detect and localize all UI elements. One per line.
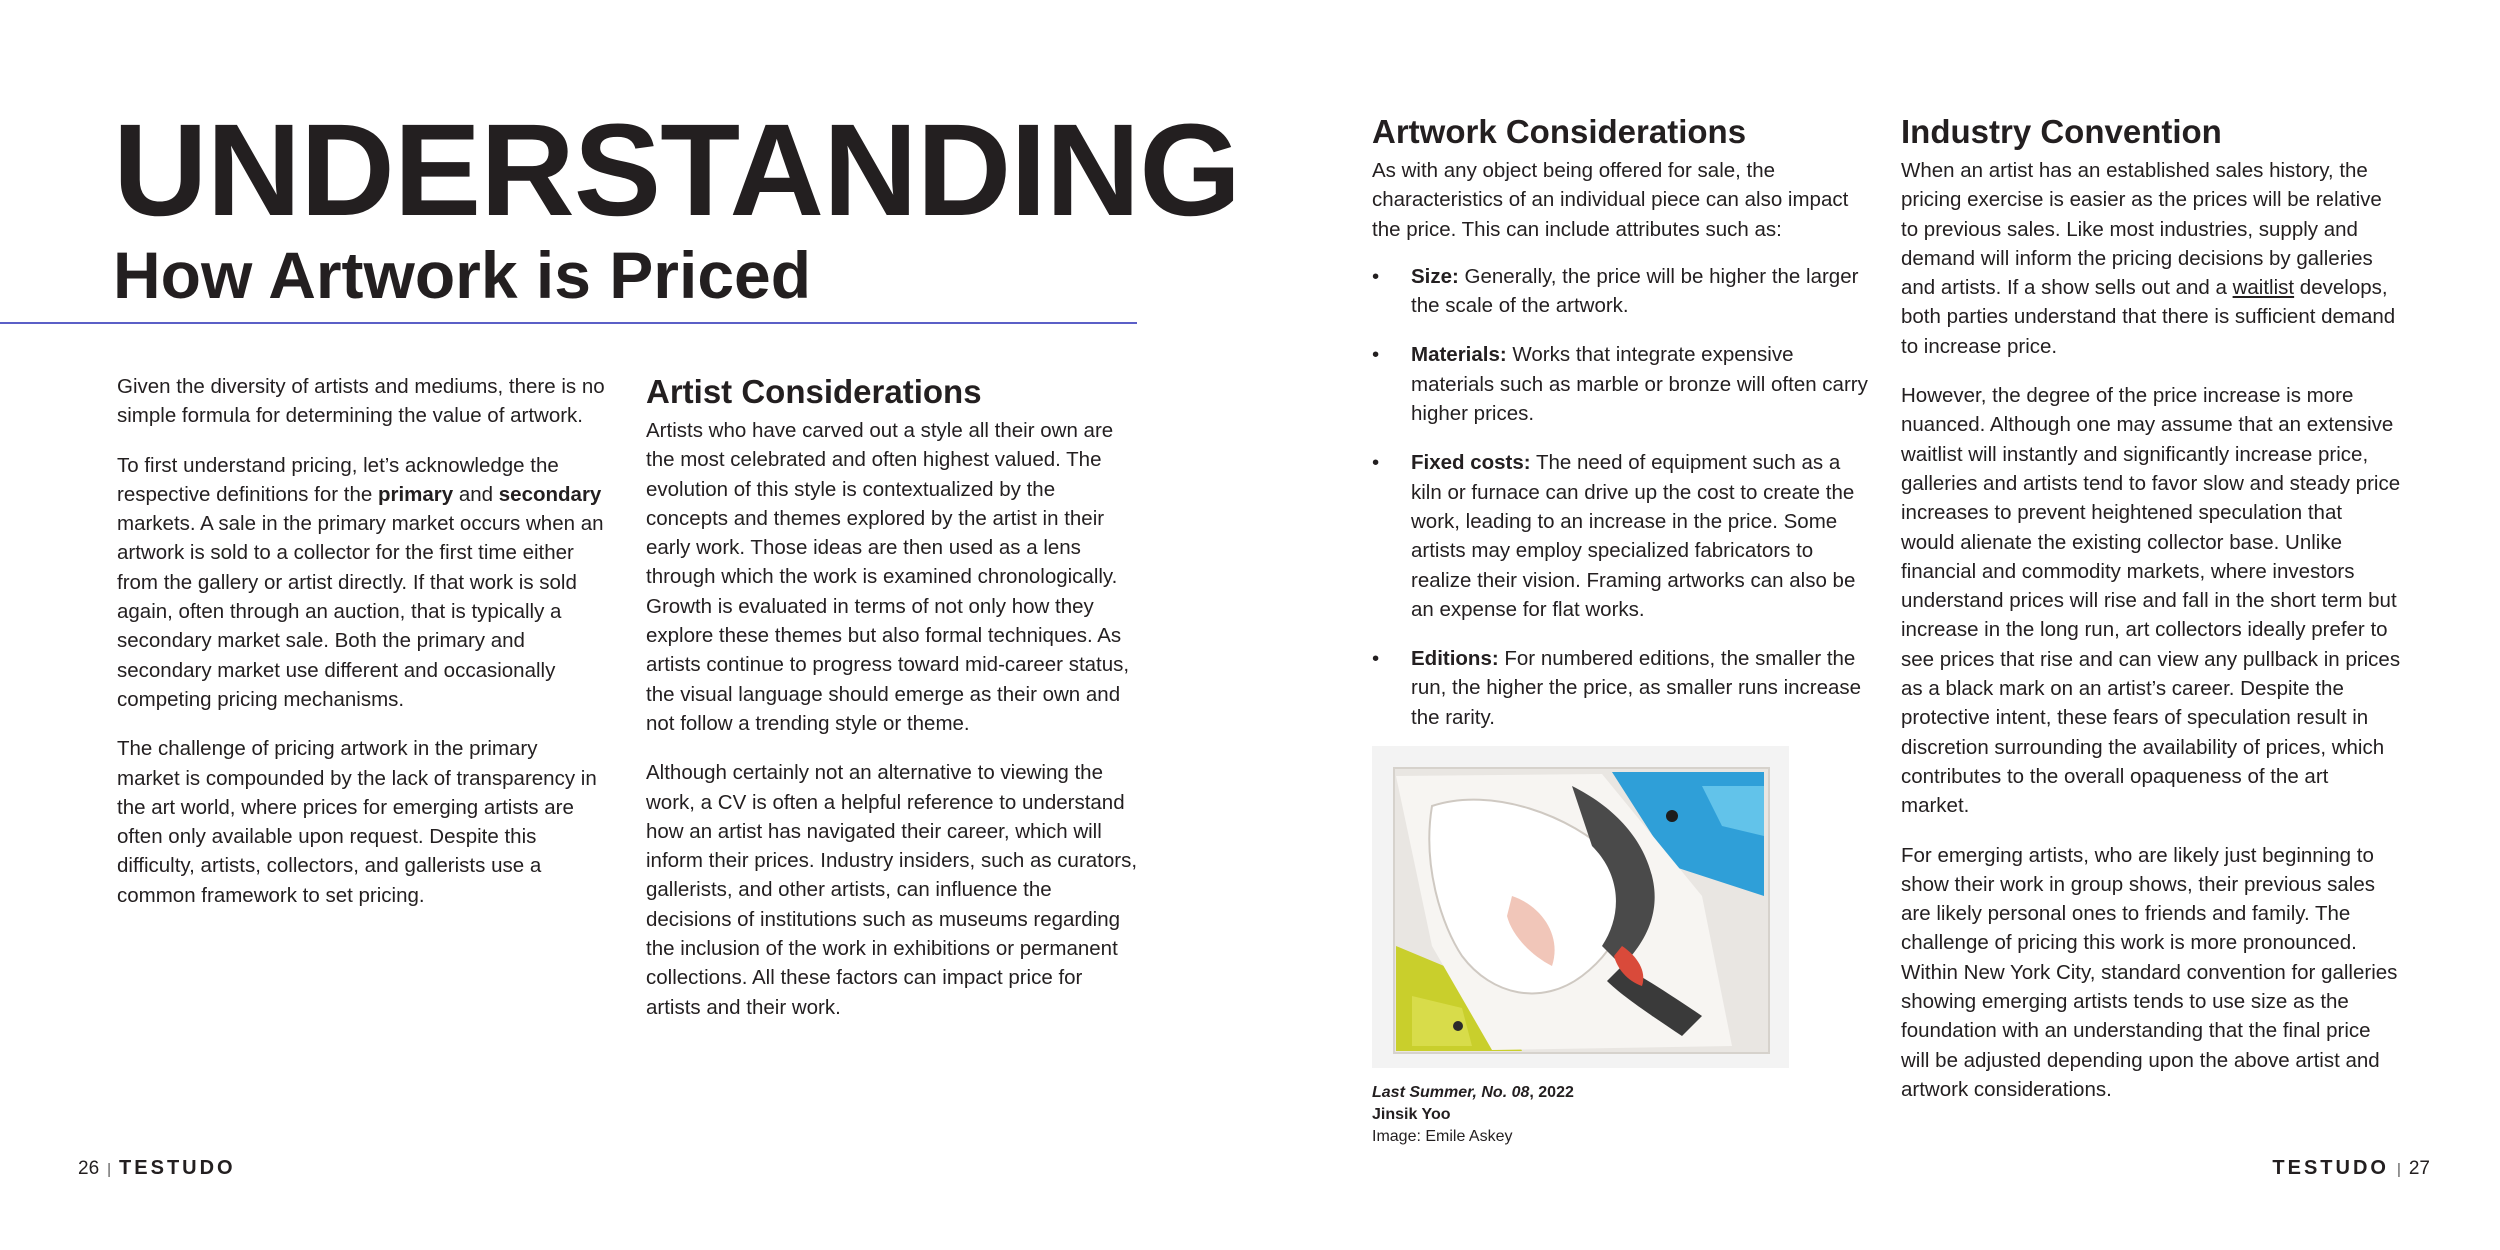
- artist-considerations-column: [646, 372, 1138, 1042]
- page-number-left: 26: [78, 1158, 100, 1179]
- sub-title: How Artwork is Priced: [113, 238, 812, 312]
- industry-convention-paragraph-3: For emerging artists, who are likely just beginning to show their work in group shows, their previous sales are likely personal ones to friends and family. The challenge of pricing this work is more pronounced. Within New York City, standard convention for galleries showing emerging artists tends to use size as the foundation with an understanding that the final price will be adjusted depending upon the above artist and artwork considerations.: [1901, 843, 2398, 1101]
- attributes-list: [1372, 262, 1872, 732]
- artist-considerations-paragraph-1: Artists who have carved out a style all their own are the most celebrated and often highest valued. The evolution of this style is contextualized by the concepts and themes explored by the artist in their early work. Those ideas are then used as a lens through which the work is examined chronologically. Growth is evaluated in terms of not only how they explore these themes but also formal techniques. As artists continue to progress toward mid-career status, the visual language should emerge as their own and not follow a trending style or theme.: [646, 419, 1130, 735]
- industry-convention-paragraph-2: However, the degree of the price increase is more nuanced. Although one may assume that an extensive waitlist will instantly and significantly increase price, galleries and artists tend to favor slow and steady price increases to prevent heightened speculation that would alienate the existing collector base. Unlike financial and commodity markets, where investors understand prices will rise and fall in the short term but increase in the long run, art collectors ideally prefer to see prices that rise and can view any pullback in prices as a black mark on an artist’s career. Despite the protective intent, these fears of speculation result in discretion surrounding the availability of prices, which contributes to the overall opaqueness of the art market.: [1901, 384, 2401, 818]
- artwork-considerations-intro: As with any object being offered for sale, the characteristics of an individual piece can also impact the price. This can include attributes such as:: [1372, 159, 1849, 241]
- caption-title-line: Last Summer, No. 08, 2022: [1372, 1084, 1574, 1101]
- intro-paragraph-1: Given the diversity of artists and mediums, there is no simple formula for determining the value of artwork.: [117, 375, 605, 428]
- footer-separator: |: [2396, 1161, 2401, 1178]
- main-title: UNDERSTANDING: [113, 96, 1241, 243]
- intro-paragraph-2: To first understand pricing, let’s acknowledge the respective definitions for the primary and secondary markets. A sale in the primary market occurs when an artwork is sold to a collector for the first time either from the gallery or artist directly. If that work is sold again, often through an auction, that is typically a secondary market sale. Both the primary and secondary market use different and occasionally competing pricing mechanisms.: [117, 453, 604, 711]
- title-divider: [0, 322, 1137, 324]
- brand-logo: TESTUDO: [119, 1157, 236, 1179]
- list-item: • Size: Generally, the price will be higher the larger the scale of the artwork.: [1372, 262, 1872, 321]
- page-number-right: 27: [2408, 1158, 2430, 1179]
- industry-convention-column: [1901, 112, 2401, 1124]
- artwork-considerations-heading: Artwork Considerations: [1372, 113, 1747, 150]
- left-footer: [78, 1156, 236, 1182]
- footer-separator: |: [107, 1161, 112, 1178]
- industry-convention-heading: Industry Convention: [1901, 113, 2222, 150]
- list-item: • Materials: Works that integrate expensive materials such as marble or bronze will often carry higher prices.: [1372, 340, 1872, 428]
- secondary-term: secondary: [498, 482, 602, 506]
- waitlist-term: waitlist: [2232, 276, 2295, 300]
- list-item: • Fixed costs: The need of equipment such as a kiln or furnace can drive up the cost to create the work, leading to an increase in the price. Some artists may employ specialized fabricators to realize their vision. Framing artworks can also be an expense for flat works.: [1372, 448, 1872, 624]
- artist-considerations-heading: Artist Considerations: [646, 373, 982, 410]
- primary-term: primary: [377, 482, 454, 506]
- list-item: • Editions: For numbered editions, the smaller the run, the higher the price, as smaller runs increase the rarity.: [1372, 644, 1872, 732]
- caption-credit: Image: Emile Askey: [1372, 1128, 1513, 1145]
- artist-considerations-paragraph-2: Although certainly not an alternative to viewing the work, a CV is often a helpful reference to understand how an artist has navigated their career, which will inform their prices. Industry insiders, such as curators, gallerists, and other artists, can influence the decisions of institutions such as museums regarding the inclusion of the work in exhibitions or permanent collections. All these factors can impact price for artists and their work.: [646, 761, 1138, 1019]
- artwork-caption: [1372, 1082, 1574, 1148]
- artwork-considerations-column: [1372, 112, 1872, 752]
- artwork-illustration: [1372, 746, 1789, 1068]
- intro-paragraph-3: The challenge of pricing artwork in the primary market is compounded by the lack of transparency in the art world, where prices for emerging artists are often only available upon request. Despite this difficulty, artists, collectors, and gallerists use a common framework to set pricing.: [117, 737, 597, 907]
- intro-column: [117, 372, 605, 930]
- artwork-image: [1372, 746, 1789, 1068]
- right-footer: [2272, 1156, 2430, 1182]
- industry-convention-paragraph-1: When an artist has an established sales history, the pricing exercise is easier as the prices will be relative to previous sales. Like most industries, supply and demand will inform the pricing decisions by galleries and artists. If a show sells out and a waitlist develops, both parties understand that there is sufficient demand to increase price.: [1901, 159, 2396, 358]
- brand-logo: TESTUDO: [2272, 1157, 2389, 1179]
- caption-artist: Jinsik Yoo: [1372, 1106, 1451, 1123]
